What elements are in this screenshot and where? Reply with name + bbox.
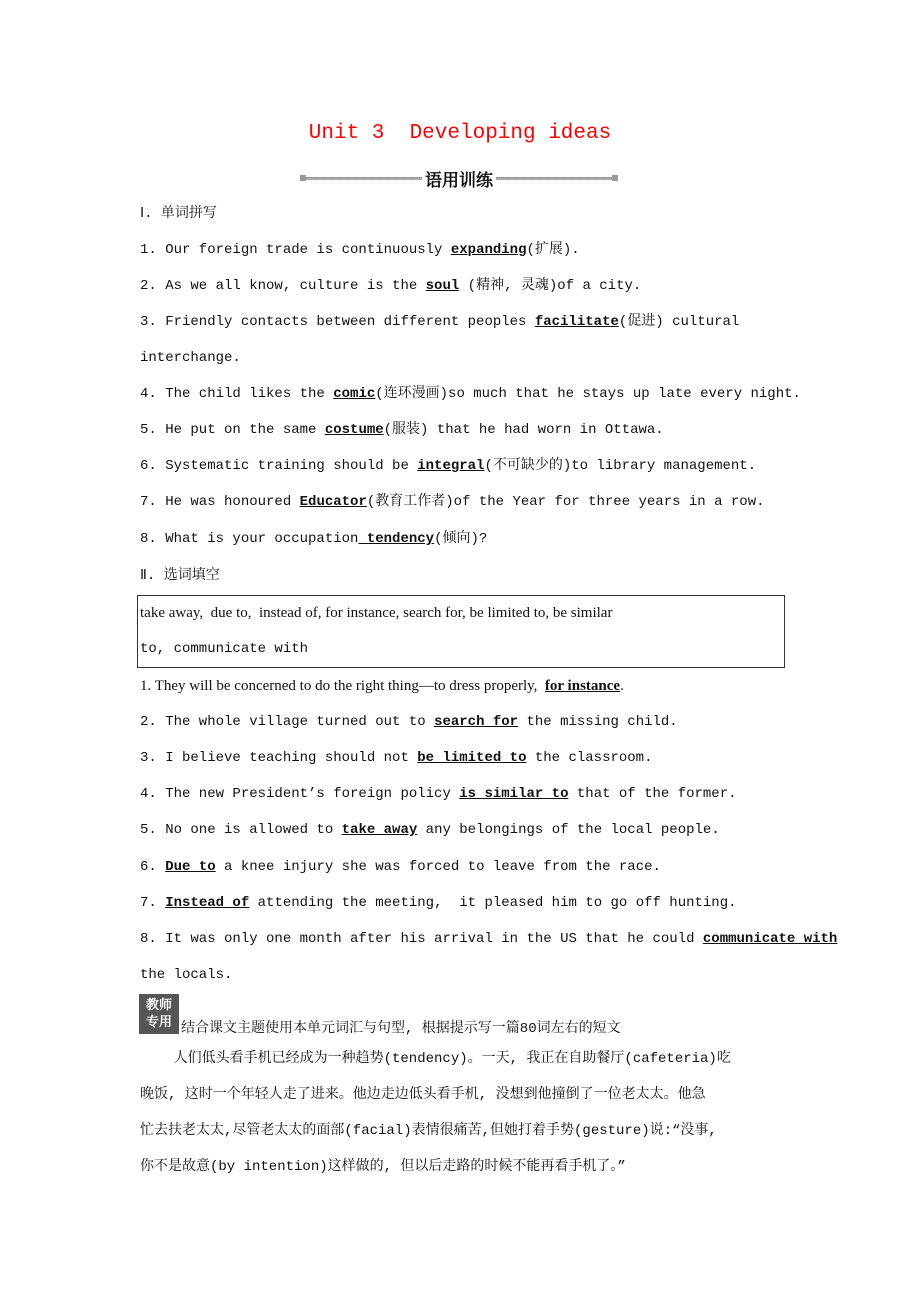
item-text: (精神, 灵魂)of a city. — [459, 278, 642, 294]
item-text: 7. — [140, 895, 166, 911]
answer-text: Due to — [165, 859, 216, 875]
exercise-item — [140, 748, 653, 768]
item-text: that of the former. — [568, 786, 737, 802]
section1-heading: Ⅰ. 单词拼写 — [140, 206, 217, 222]
paragraph-line: 晚饭, 这时一个年轻人走了进来。他边走边低头看手机, 没想到他撞倒了一位老太太。他急 — [140, 1087, 706, 1103]
answer-text: is similar to — [459, 786, 569, 802]
badge-line: 教师 — [145, 998, 172, 1013]
answer-text: expanding — [450, 242, 527, 258]
section-banner — [300, 166, 618, 190]
exercise-item — [140, 529, 487, 549]
exercise-item — [140, 784, 737, 804]
exercise-item — [140, 929, 837, 949]
paragraph-line: 人们低头看手机已经成为一种趋势(tendency)。一天, 我正在自助餐厅(cafeteria)吃 — [140, 1051, 731, 1067]
exercise-item — [140, 312, 739, 332]
answer-text: soul — [425, 278, 460, 294]
item-text: 3. I believe teaching should not — [140, 750, 418, 766]
banner-square-icon — [612, 175, 618, 181]
item-text: 7. He was honoured — [140, 494, 300, 510]
banner-text: 语用训练 — [425, 170, 493, 191]
answer-text: be limited to — [417, 750, 527, 766]
item-text: 5. He put on the same — [140, 422, 325, 438]
item-text: 4. The child likes the — [140, 386, 334, 402]
section2-heading: Ⅱ. 选词填空 — [140, 568, 220, 584]
paragraph-line: 你不是故意(by intention)这样做的, 但以后走路的时候不能再看手机了。” — [140, 1159, 626, 1175]
item-text: (扩展). — [526, 242, 580, 258]
exercise-item — [140, 492, 765, 512]
item3-continuation: interchange. — [140, 350, 241, 366]
answer-text: facilitate — [534, 314, 619, 330]
answer-text: for instance — [544, 678, 621, 694]
item-text: 6. — [140, 859, 166, 875]
item-text: 5. No one is allowed to — [140, 822, 342, 838]
teacher-only-badge — [139, 994, 179, 1034]
item8-continuation: the locals. — [140, 967, 233, 983]
banner-divider — [306, 177, 422, 180]
item-text: attending the meeting, it pleased him to go off hunting. — [249, 895, 737, 911]
item-text: 3. Friendly contacts between different peoples — [140, 314, 535, 330]
item-text: 2. As we all know, culture is the — [140, 278, 426, 294]
item-text: any belongings of the local people. — [417, 822, 720, 838]
exercise-item — [140, 420, 664, 440]
unit-title: Unit 3 Developing ideas — [308, 122, 612, 145]
answer-text: Instead of — [165, 895, 250, 911]
answer-text: tendency — [358, 531, 435, 547]
exercise-item — [140, 820, 720, 840]
item-text: (不可缺少的)to library management. — [484, 458, 757, 474]
item-text: 1. Our foreign trade is continuously — [140, 242, 451, 258]
item-text: 8. What is your occupation — [140, 531, 359, 547]
answer-text: integral — [417, 458, 485, 474]
answer-text: communicate with — [702, 931, 838, 947]
exercise-item — [140, 712, 678, 732]
item-text: 1. They will be concerned to do the right thing—to dress properly, — [140, 678, 545, 694]
item-text: the classroom. — [526, 750, 653, 766]
item-text: 2. The whole village turned out to — [140, 714, 435, 730]
answer-text: comic — [333, 386, 376, 402]
word-bank-line: to, communicate with — [140, 641, 309, 657]
answer-text: costume — [324, 422, 384, 438]
exercise-item — [140, 456, 756, 476]
exercise-item — [140, 384, 801, 404]
badge-line: 专用 — [145, 1015, 172, 1030]
paragraph-line: 忙去扶老太太,尽管老太太的面部(facial)表情很痛苦,但她打着手势(gesture)说:“没事, — [140, 1123, 717, 1139]
exercise-item — [140, 893, 737, 913]
item-text: . — [620, 678, 624, 694]
item-text: (教育工作者)of the Year for three years in a row. — [366, 494, 765, 510]
answer-text: search for — [434, 714, 519, 730]
item-text: 8. It was only one month after his arrival in the US that he could — [140, 931, 703, 947]
item-text: (连环漫画)so much that he stays up late every night. — [375, 386, 801, 402]
banner-divider — [496, 177, 612, 180]
word-bank-line: take away, due to, instead of, for instance, search for, be limited to, be similar — [140, 605, 613, 621]
exercise-item — [140, 276, 641, 296]
exercise-item — [140, 857, 661, 877]
item-text: (促进) cultural — [618, 314, 740, 330]
item-text: (服装) that he had worn in Ottawa. — [383, 422, 664, 438]
item-text: a knee injury she was forced to leave from the race. — [215, 859, 661, 875]
exercise-item — [140, 240, 580, 260]
item-text: (倾向)? — [434, 531, 488, 547]
exercise-item — [140, 676, 624, 696]
item-text: 6. Systematic training should be — [140, 458, 418, 474]
answer-text: Educator — [299, 494, 367, 510]
writing-instruction: 结合课文主题使用本单元词汇与句型, 根据提示写一篇80词左右的短文 — [181, 1021, 621, 1037]
item-text: 4. The new President’s foreign policy — [140, 786, 460, 802]
answer-text: take away — [341, 822, 418, 838]
item-text: the missing child. — [518, 714, 678, 730]
